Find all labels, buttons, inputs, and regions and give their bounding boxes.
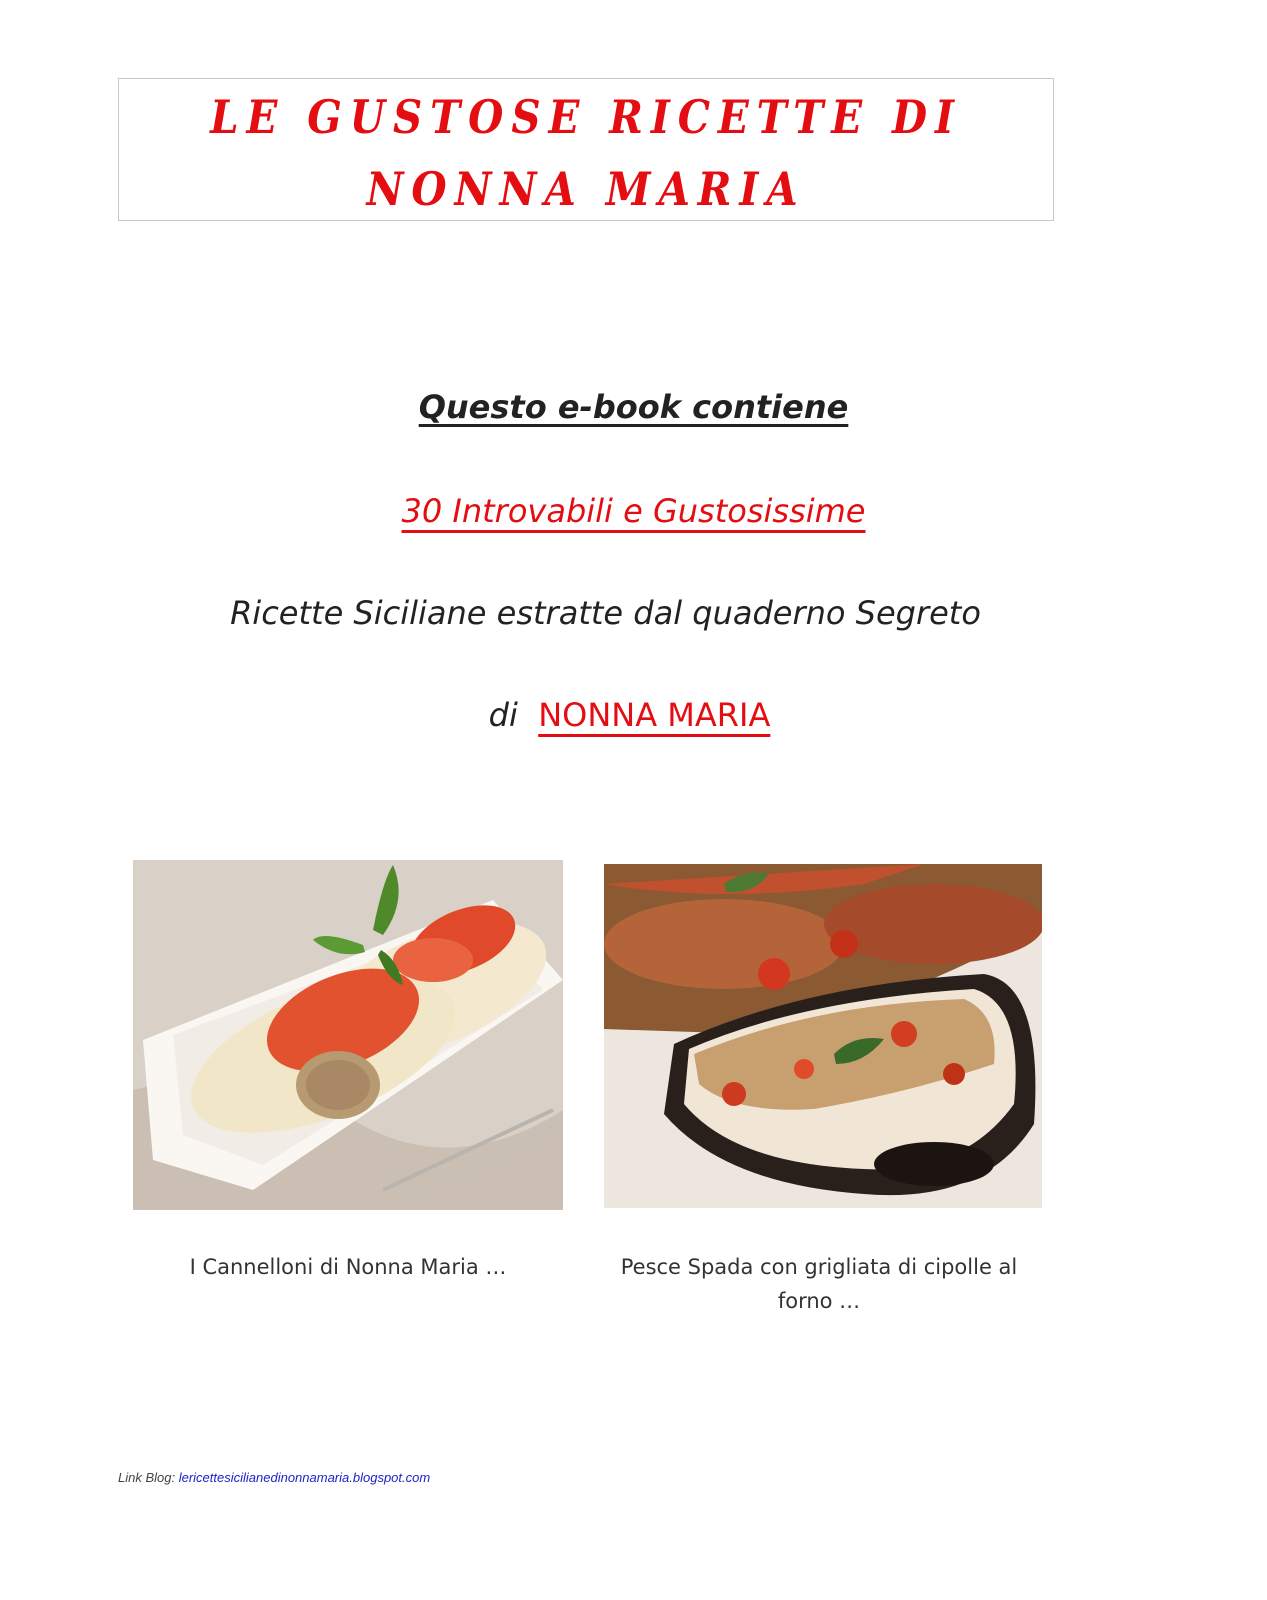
blog-link[interactable]: lericettesicilianedinonnamaria.blogspot.com — [178, 1470, 431, 1485]
title-line-2: NONNA MARIA — [366, 162, 806, 216]
author-name: NONNA MARIA — [538, 696, 771, 734]
author-line — [0, 696, 1263, 734]
swordfish-illustration — [604, 864, 1042, 1208]
title-line-1: LE GUSTOSE RICETTE DI — [210, 90, 962, 144]
subtitle: Ricette Siciliane estratte dal quaderno Segreto — [230, 594, 981, 632]
intro-heading — [0, 388, 1267, 426]
cannelloni-illustration — [133, 860, 563, 1210]
footer-link-line — [118, 1470, 430, 1485]
intro-text: Questo e-book contiene — [418, 388, 849, 426]
footer-label: Link Blog: — [118, 1470, 176, 1485]
recipe-count-line — [0, 492, 1267, 530]
cannelloni-caption: I Cannelloni di Nonna Maria … — [189, 1255, 507, 1279]
swordfish-photo — [604, 864, 1042, 1208]
author-prefix: di — [488, 696, 518, 734]
recipe-count-text: 30 Introvabili e Gustosissime — [401, 492, 866, 530]
cannelloni-photo — [133, 860, 563, 1210]
swordfish-caption: Pesce Spada con grigliata di cipolle al forno … — [620, 1255, 1018, 1313]
title-box — [118, 78, 1054, 221]
